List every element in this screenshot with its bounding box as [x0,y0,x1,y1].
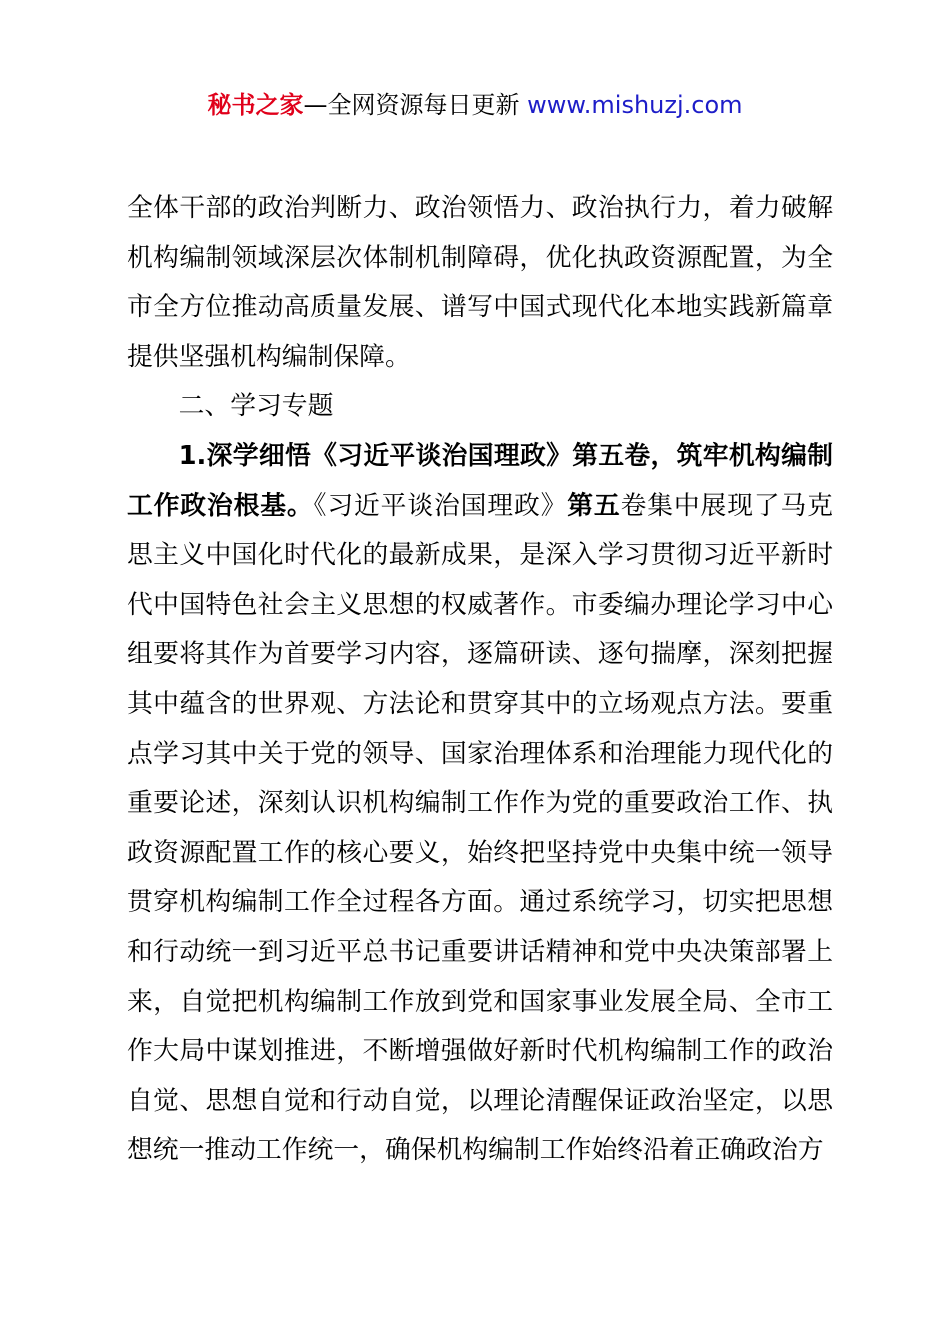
header-tagline: —全网资源每日更新 [303,91,528,119]
item-paragraph [127,432,833,1176]
brand-name: 秘书之家 [207,91,304,119]
item-body-text: 卷集中展现了马克思主义中国化时代化的最新成果，是深入学习贯彻习近平新时代中国特色社会主义思想的权威著作。市委编办理论学习中心组要将其作为首要学习内容，逐篇研读、逐句揣摩，深刻把握其中蕴含的世界观、方法论和贯穿其中的立场观点方法。要重点学习其中关于党的领导、国家治理体系和治理能力现代化的重要论述，深刻认识机构编制工作作为党的重要政治工作、执政资源配置工作的核心要义，始终把坚持党中央集中统一领导贯穿机构编制工作全过程各方面。通过系统学习，切实把思想和行动统一到习近平总书记重要讲话精神和党中央决策部署上来，自觉把机构编制工作放到党和国家事业发展全局、全市工作大局中谋划推进，不断增强做好新时代机构编制工作的政治自觉、思想自觉和行动自觉，以理论清醒保证政治坚定，以思想统一推动工作统一，确保机构编制工作始终沿着正确政治方 [127,490,833,1166]
page-header [0,90,950,120]
book-title-text: 《习近平谈治国理政》 [313,490,568,521]
site-url-link[interactable]: www.mishuzj.com [527,91,743,119]
document-body [127,184,833,1176]
section-heading: 二、学习专题 [178,391,334,422]
body-paragraph: 全体干部的政治判断力、政治领悟力、政治执行力，着力破解机构编制领域深层次体制机制障碍，优化执政资源配置，为全市全方位推动高质量发展、谱写中国式现代化本地实践新篇章提供坚强机构编制保障。 [127,193,833,372]
item-lead-heading: 1.深学细悟《习近平谈治国理政》第五卷，筑牢机构编制工作政治根基。 [127,440,833,521]
bold-inline-text: 第五 [567,490,621,521]
